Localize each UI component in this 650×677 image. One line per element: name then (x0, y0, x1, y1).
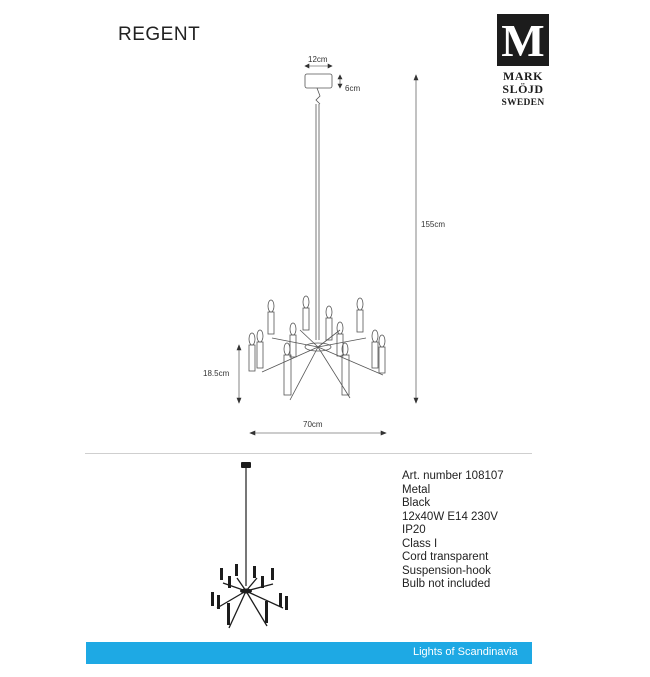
candle-holders (249, 308, 385, 395)
spec-bulb: 12x40W E14 230V (402, 510, 498, 523)
canopy-outline (305, 74, 332, 88)
spec-article-number: Art. number 108107 (402, 470, 504, 482)
logo-word-slojd: SLÖJD (502, 82, 544, 96)
spec-bulb-note: Bulb not included (402, 578, 491, 590)
footer-tagline: Lights of Scandinavia (413, 646, 518, 658)
logo-word-mark: MARK (503, 69, 543, 83)
dim-label-total-height: 155cm (421, 220, 446, 229)
spec-material: Metal (402, 483, 431, 496)
dim-label-width: 70cm (303, 420, 323, 429)
section-divider (85, 453, 532, 454)
arms (262, 330, 383, 400)
dim-label-canopy-width: 12cm (308, 55, 328, 64)
product-title: REGENT (118, 24, 201, 45)
spec-ip-rating: IP20 (402, 524, 426, 536)
product-photo (195, 458, 305, 638)
footer-bar (86, 642, 532, 664)
spec-cord: Cord transparent (402, 551, 489, 563)
spec-list (402, 470, 504, 592)
spec-color: Black (402, 497, 431, 509)
spec-mounting: Suspension-hook (402, 564, 491, 577)
logo-monogram: M (501, 15, 545, 66)
dim-label-shade-height: 18.5cm (203, 369, 230, 378)
spec-class: Class I (402, 537, 438, 550)
logo-word-sweden: SWEDEN (501, 98, 545, 108)
dim-label-canopy-height: 6cm (345, 84, 361, 93)
suspension-hook (316, 88, 320, 104)
